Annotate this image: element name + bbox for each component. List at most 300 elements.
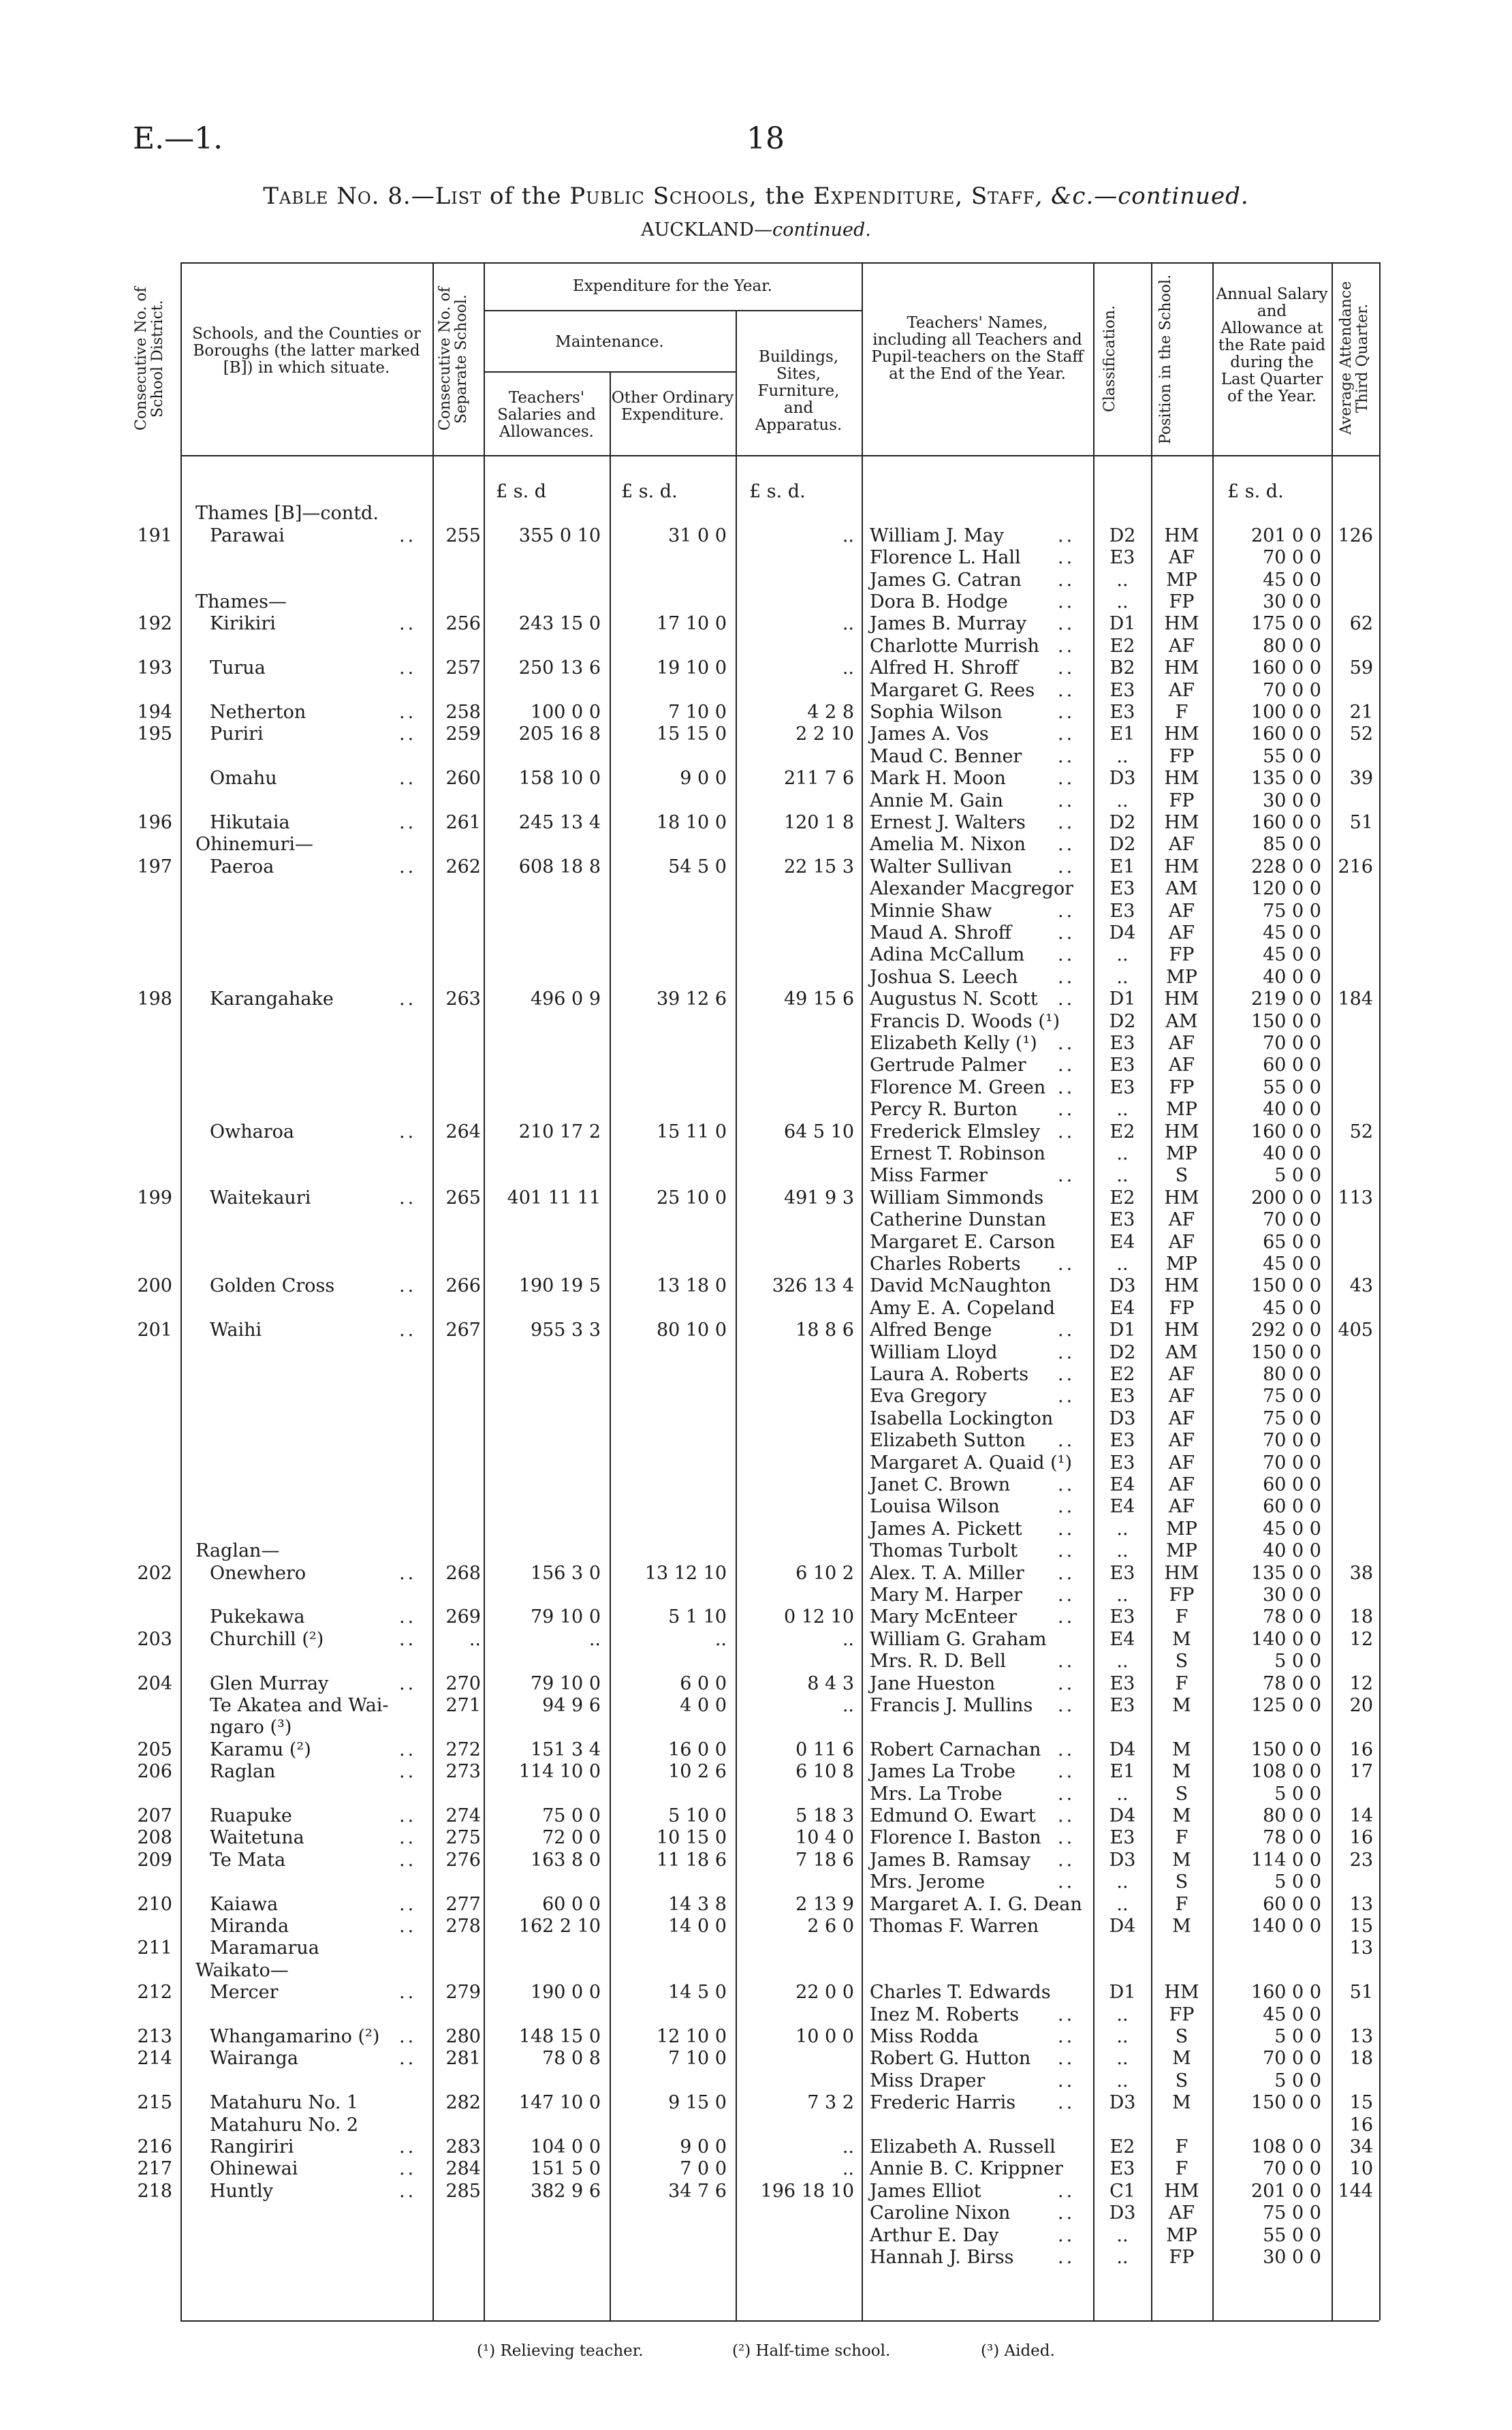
buildings-value: 196 18 10 (760, 2180, 854, 2202)
table-row (0, 1209, 1512, 1231)
annual-salary: 160 0 0 (1250, 723, 1321, 745)
school-name: Kirikiri (210, 613, 276, 635)
table-row (0, 1364, 1512, 1386)
position: AF (1168, 1496, 1195, 1518)
other-value: 7 10 0 (668, 2048, 727, 2070)
school-number: 280 (445, 2026, 481, 2047)
district-number: 194 (137, 702, 172, 723)
annual-salary: 5 0 0 (1274, 2026, 1321, 2047)
position: M (1172, 1849, 1191, 1871)
position: MP (1166, 569, 1197, 591)
classification: E3 (1109, 900, 1135, 922)
school-name: Waitekauri (210, 1187, 311, 1209)
other-value: 6 0 0 (680, 1672, 727, 1694)
teacher-name: Isabella Lockington (870, 1407, 1054, 1429)
school-number: 264 (445, 1121, 481, 1142)
table-row (0, 2202, 1512, 2224)
attendance: 59 (1349, 657, 1373, 679)
classification: E3 (1109, 547, 1135, 569)
other-value: 17 10 0 (656, 613, 727, 635)
position: MP (1166, 2224, 1197, 2246)
position: AF (1168, 1386, 1195, 1407)
district-number: 193 (137, 657, 172, 679)
position: HM (1164, 1275, 1199, 1297)
attendance: 17 (1349, 1761, 1373, 1783)
annual-salary: 100 0 0 (1250, 702, 1321, 723)
attendance: 13 (1349, 2026, 1373, 2047)
title-schools: Public Schools (569, 183, 750, 210)
position: F (1175, 702, 1188, 723)
attendance: 10 (1349, 2158, 1373, 2180)
classification: E2 (1109, 1187, 1135, 1209)
position: AF (1168, 1364, 1195, 1385)
annual-salary: 219 0 0 (1250, 988, 1321, 1010)
teacher-name: Frederick Elmsley (870, 1121, 1041, 1142)
teacher-name: Mrs. Jerome (870, 1871, 986, 1893)
table-row (0, 1717, 1512, 1739)
annual-salary: 150 0 0 (1250, 1341, 1321, 1363)
other-value: 15 11 0 (656, 1121, 727, 1142)
school-name: Matahuru No. 2 (210, 2114, 359, 2136)
salaries-value: 94 9 6 (542, 1695, 601, 1716)
classification: E1 (1109, 723, 1135, 745)
table-row (0, 1695, 1512, 1717)
school-number: 259 (445, 723, 481, 745)
buildings-value: 64 5 10 (783, 1121, 854, 1142)
annual-salary: 80 0 0 (1263, 1805, 1321, 1826)
position: M (1172, 1628, 1191, 1650)
school-name: Raglan (210, 1761, 276, 1783)
school-number: 270 (445, 1672, 481, 1694)
school-leader-dots: .. (399, 1739, 417, 1760)
district-number: 209 (137, 1849, 172, 1871)
teacher-leader-dots: .. (1058, 613, 1075, 635)
table-row (0, 1960, 1512, 1982)
salaries-value: 163 8 0 (530, 1849, 601, 1871)
table-row (0, 2247, 1512, 2269)
school-leader-dots: .. (399, 1628, 417, 1650)
annual-salary: 30 0 0 (1263, 790, 1321, 811)
classification: D2 (1109, 525, 1136, 546)
annual-salary: 80 0 0 (1263, 1364, 1321, 1385)
teacher-name: Frederic Harris (870, 2092, 1016, 2114)
position: MP (1166, 1540, 1197, 1562)
teacher-name: Catherine Dunstan (870, 1209, 1047, 1231)
school-number: 277 (445, 1893, 481, 1915)
school-number: 256 (445, 613, 481, 635)
buildings-value: 18 8 6 (796, 1320, 854, 1341)
teacher-name: Florence L. Hall (870, 547, 1021, 569)
teacher-name: Margaret E. Carson (870, 1231, 1056, 1253)
school-name: Karamu (²) (210, 1739, 311, 1760)
school-number: 266 (445, 1275, 481, 1297)
position: AF (1168, 900, 1195, 922)
other-value: 7 0 0 (680, 2158, 727, 2180)
buildings-value: 2 13 9 (796, 1893, 854, 1915)
teacher-leader-dots: .. (1058, 2180, 1075, 2202)
table-row (0, 591, 1512, 613)
teacher-leader-dots: .. (1058, 1496, 1075, 1518)
position: AF (1168, 635, 1195, 657)
table-row (0, 1011, 1512, 1033)
teacher-leader-dots: .. (1058, 1320, 1075, 1341)
school-name: Rangiriri (210, 2136, 294, 2158)
school-leader-dots: .. (399, 1320, 417, 1341)
other-value: .. (714, 1628, 727, 1650)
classification: E2 (1109, 1121, 1135, 1142)
teacher-leader-dots: .. (1058, 900, 1075, 922)
teacher-name: Ernest T. Robinson (870, 1143, 1045, 1164)
col-header-school-no: Consecutive No. of Separate School. (437, 287, 470, 431)
annual-salary: 45 0 0 (1263, 1518, 1321, 1540)
annual-salary: 30 0 0 (1263, 2247, 1321, 2268)
position: AF (1168, 834, 1195, 856)
position: M (1172, 2048, 1191, 2070)
position: AM (1165, 878, 1198, 900)
table-row (0, 1894, 1512, 1916)
teacher-name: James A. Pickett (870, 1518, 1022, 1540)
other-value: 80 10 0 (656, 1320, 727, 1341)
position: MP (1166, 966, 1197, 988)
classification: D2 (1109, 1341, 1136, 1363)
table-row (0, 1474, 1512, 1496)
position: AF (1168, 547, 1195, 569)
teacher-leader-dots: .. (1058, 2247, 1075, 2268)
buildings-value: .. (842, 613, 854, 635)
table-row (0, 2026, 1512, 2048)
table-row (0, 1585, 1512, 1606)
classification: .. (1116, 1518, 1129, 1540)
school-number: 262 (445, 856, 481, 877)
classification: E4 (1109, 1628, 1135, 1650)
position: S (1175, 1871, 1188, 1893)
attendance: 12 (1349, 1672, 1373, 1694)
annual-salary: 55 0 0 (1263, 745, 1321, 767)
document-series: E.—1. (133, 121, 223, 156)
position: AF (1168, 1033, 1195, 1054)
position: HM (1164, 1562, 1199, 1584)
classification: E3 (1109, 1672, 1135, 1694)
school-leader-dots: .. (399, 1606, 417, 1628)
school-name: Karangahake (210, 988, 334, 1010)
school-number: 257 (445, 657, 481, 679)
school-name: Parawai (210, 525, 285, 546)
teacher-leader-dots: .. (1058, 702, 1075, 723)
position: FP (1169, 1297, 1195, 1319)
annual-salary: 125 0 0 (1250, 1695, 1321, 1716)
position: AF (1168, 2202, 1195, 2224)
attendance: 405 (1338, 1320, 1373, 1341)
table-row (0, 1099, 1512, 1121)
annual-salary: 40 0 0 (1263, 1143, 1321, 1164)
position: FP (1169, 944, 1195, 966)
classification: .. (1116, 2004, 1129, 2025)
table-row (0, 702, 1512, 723)
table-row (0, 2225, 1512, 2247)
attendance: 13 (1349, 1937, 1373, 1959)
table-row (0, 2115, 1512, 2136)
classification: D4 (1109, 922, 1136, 944)
classification: .. (1116, 1783, 1129, 1805)
table-row (0, 547, 1512, 569)
school-leader-dots: .. (399, 1805, 417, 1826)
teacher-name: Charles T. Edwards (870, 1982, 1051, 2004)
position: HM (1164, 988, 1199, 1010)
teacher-name: Miss Rodda (870, 2026, 979, 2047)
classification: .. (1116, 591, 1129, 612)
unit-salaries: £ s. d (496, 481, 547, 502)
annual-salary: 65 0 0 (1263, 1231, 1321, 1253)
classification: E2 (1109, 635, 1135, 657)
teacher-name: Margaret A. I. G. Dean (870, 1893, 1082, 1915)
annual-salary: 75 0 0 (1263, 1386, 1321, 1407)
other-value: 10 15 0 (656, 1827, 727, 1849)
teacher-name: Mary McEnteer (870, 1606, 1018, 1628)
page-number: 18 (746, 121, 785, 156)
classification: D2 (1109, 834, 1136, 856)
district-number: 201 (137, 1320, 172, 1341)
attendance: 18 (1349, 2048, 1373, 2070)
table-row (0, 1563, 1512, 1585)
other-value: 31 0 0 (668, 525, 727, 546)
teacher-leader-dots: .. (1058, 2092, 1075, 2114)
table-row (0, 1033, 1512, 1055)
classification: E3 (1109, 878, 1135, 900)
position: M (1172, 1739, 1191, 1760)
school-number: 281 (445, 2048, 481, 2070)
classification: .. (1116, 2026, 1129, 2047)
table-subtitle (0, 219, 1512, 240)
school-leader-dots: .. (399, 768, 417, 790)
other-value: 54 5 0 (668, 856, 727, 877)
col-header-expenditure: Expenditure for the Year. (573, 277, 772, 295)
other-value: 9 15 0 (668, 2092, 727, 2114)
classification: .. (1116, 2070, 1129, 2091)
teacher-name: Eva Gregory (870, 1386, 987, 1407)
table-row (0, 1386, 1512, 1407)
table-row (0, 2004, 1512, 2026)
salaries-value: 147 10 0 (518, 2092, 601, 2114)
col-header-maintenance: Maintenance. (555, 333, 664, 351)
buildings-value: 10 4 0 (796, 1827, 854, 1849)
district-number: 207 (137, 1805, 172, 1826)
annual-salary: 108 0 0 (1250, 1761, 1321, 1783)
district-number: 206 (137, 1761, 172, 1783)
school-leader-dots: .. (399, 1827, 417, 1849)
buildings-value: 22 15 3 (783, 856, 854, 877)
teacher-leader-dots: .. (1058, 966, 1075, 988)
footnote-relieving: (¹) Relieving teacher. (477, 2342, 644, 2360)
teacher-leader-dots: .. (1058, 922, 1075, 944)
other-value: 14 5 0 (668, 1982, 727, 2004)
classification: .. (1116, 1651, 1129, 1672)
classification: E3 (1109, 1209, 1135, 1231)
district-number: 215 (137, 2092, 172, 2114)
other-value: 13 12 10 (644, 1562, 727, 1584)
teacher-name: Ernest J. Walters (870, 812, 1026, 833)
classification: .. (1116, 2224, 1129, 2246)
teacher-name: Minnie Shaw (870, 900, 992, 922)
school-leader-dots: .. (399, 1672, 417, 1694)
school-name: Thames [B]—contd. (195, 503, 379, 525)
position: F (1175, 2158, 1188, 2180)
table-row (0, 1165, 1512, 1187)
district-number: 216 (137, 2136, 172, 2158)
teacher-name: Annie M. Gain (870, 790, 1003, 811)
teacher-leader-dots: .. (1058, 591, 1075, 612)
school-name: Mercer (210, 1982, 279, 2004)
annual-salary: 5 0 0 (1274, 1651, 1321, 1672)
teacher-name: William G. Graham (870, 1628, 1047, 1650)
annual-salary: 160 0 0 (1250, 1121, 1321, 1142)
teacher-leader-dots: .. (1058, 834, 1075, 856)
teacher-name: William Simmonds (870, 1187, 1044, 1209)
annual-salary: 135 0 0 (1250, 768, 1321, 790)
salaries-value: 496 0 9 (530, 988, 601, 1010)
annual-salary: 114 0 0 (1250, 1849, 1321, 1871)
annual-salary: 60 0 0 (1263, 1496, 1321, 1518)
school-number: 267 (445, 1320, 481, 1341)
table-row (0, 2092, 1512, 2114)
annual-salary: 78 0 0 (1263, 1827, 1321, 1849)
school-leader-dots: .. (399, 1562, 417, 1584)
position: HM (1164, 1187, 1199, 1209)
table-row (0, 1916, 1512, 1937)
annual-salary: 55 0 0 (1263, 2224, 1321, 2246)
classification: E3 (1109, 1562, 1135, 1584)
teacher-name: Janet C. Brown (870, 1474, 1011, 1495)
table-row (0, 856, 1512, 878)
col-header-classification: Classification. (1101, 305, 1118, 413)
buildings-value: 22 0 0 (796, 1982, 854, 2004)
classification: E1 (1109, 1761, 1135, 1783)
school-leader-dots: .. (399, 2136, 417, 2158)
annual-salary: 55 0 0 (1263, 1076, 1321, 1098)
teacher-leader-dots: .. (1058, 1783, 1075, 1805)
position: F (1175, 1672, 1188, 1694)
position: M (1172, 1805, 1191, 1826)
buildings-value: .. (842, 1695, 854, 1716)
teacher-leader-dots: .. (1058, 2070, 1075, 2091)
annual-salary: 60 0 0 (1263, 1474, 1321, 1495)
table-row (0, 1739, 1512, 1761)
annual-salary: 40 0 0 (1263, 1540, 1321, 1562)
teacher-leader-dots: .. (1058, 1474, 1075, 1495)
attendance: 21 (1349, 702, 1373, 723)
teacher-name: Florence I. Baston (870, 1827, 1041, 1849)
table-row (0, 1606, 1512, 1628)
classification: .. (1116, 2247, 1129, 2268)
teacher-name: Maud A. Shroff (870, 922, 1011, 944)
annual-salary: 201 0 0 (1250, 2180, 1321, 2202)
annual-salary: 201 0 0 (1250, 525, 1321, 546)
district-number: 217 (137, 2158, 172, 2180)
teacher-name: Joshua S. Leech (870, 966, 1018, 988)
classification: E1 (1109, 856, 1135, 877)
annual-salary: 45 0 0 (1263, 922, 1321, 944)
table-row (0, 1430, 1512, 1452)
position: HM (1164, 613, 1199, 635)
classification: D3 (1109, 1275, 1136, 1297)
teacher-leader-dots: .. (1058, 1341, 1075, 1363)
classification: .. (1116, 1893, 1129, 1915)
other-value: 34 7 6 (668, 2180, 727, 2202)
district-number: 198 (137, 988, 172, 1010)
classification: D3 (1109, 1407, 1136, 1429)
teacher-name: Dora B. Hodge (870, 591, 1008, 612)
position: FP (1169, 591, 1195, 612)
other-value: 18 10 0 (656, 812, 727, 833)
teacher-name: James La Trobe (870, 1761, 1015, 1783)
other-value: 19 10 0 (656, 657, 727, 679)
school-name: Waihi (210, 1320, 262, 1341)
school-name: Golden Cross (210, 1275, 335, 1297)
col-header-schools: Schools, and the Counties or Boroughs (the latter marked [B]) in which situate. (192, 325, 421, 377)
teacher-leader-dots: .. (1058, 2048, 1075, 2070)
school-name: Puriri (210, 723, 264, 745)
annual-salary: 70 0 0 (1263, 2158, 1321, 2180)
school-name: Onewhero (210, 1562, 306, 1584)
teacher-name: James B. Murray (870, 613, 1027, 635)
classification: E3 (1109, 1606, 1135, 1628)
teacher-name: Florence M. Green (870, 1076, 1046, 1098)
col-header-salaries: Teachers' Salaries and Allowances. (497, 389, 596, 441)
school-leader-dots: .. (399, 1187, 417, 1209)
title-staff: , Staff (955, 183, 1035, 210)
school-name: Ruapuke (210, 1805, 292, 1826)
salaries-value: 151 5 0 (530, 2158, 601, 2180)
salaries-value: 243 15 0 (518, 613, 601, 635)
teacher-leader-dots: .. (1058, 1518, 1075, 1540)
teacher-name: Mrs. R. D. Bell (870, 1651, 1007, 1672)
teacher-leader-dots: .. (1058, 812, 1075, 833)
teacher-name: Miss Farmer (870, 1165, 988, 1187)
school-number: 258 (445, 702, 481, 723)
teacher-leader-dots: .. (1058, 1827, 1075, 1849)
title-of1: of the (482, 183, 570, 210)
title-rest: , &c.—continued. (1035, 183, 1249, 210)
other-value: 12 10 0 (656, 2026, 727, 2047)
annual-salary: 160 0 0 (1250, 657, 1321, 679)
table-row (0, 1827, 1512, 1849)
other-value: 11 18 6 (656, 1849, 727, 1871)
teacher-leader-dots: .. (1058, 988, 1075, 1010)
annual-salary: 70 0 0 (1263, 1430, 1321, 1452)
col-header-buildings: Buildings, Sites, Furniture, and Apparatus. (755, 348, 842, 434)
school-number: 279 (445, 1982, 481, 2004)
buildings-value: 120 1 8 (783, 812, 854, 833)
district-number: 200 (137, 1275, 172, 1297)
teacher-name: Alexander Macgregor (870, 878, 1074, 900)
school-name: Matahuru No. 1 (210, 2092, 359, 2114)
salaries-value: 100 0 0 (530, 702, 601, 723)
position: FP (1169, 2004, 1195, 2025)
table-row (0, 1320, 1512, 1341)
table-row (0, 922, 1512, 944)
salaries-value: 75 0 0 (542, 1805, 601, 1826)
position: F (1175, 1893, 1188, 1915)
salaries-value: 401 11 11 (507, 1187, 601, 1209)
teacher-name: Francis J. Mullins (870, 1695, 1033, 1716)
classification: E3 (1109, 702, 1135, 723)
school-number: 265 (445, 1187, 481, 1209)
school-name: Ohinewai (210, 2158, 298, 2180)
table-row (0, 2181, 1512, 2202)
school-name: Whangamarino (²) (210, 2026, 380, 2047)
annual-salary: 160 0 0 (1250, 1982, 1321, 2004)
annual-salary: 78 0 0 (1263, 1672, 1321, 1694)
position: FP (1169, 1585, 1195, 1606)
